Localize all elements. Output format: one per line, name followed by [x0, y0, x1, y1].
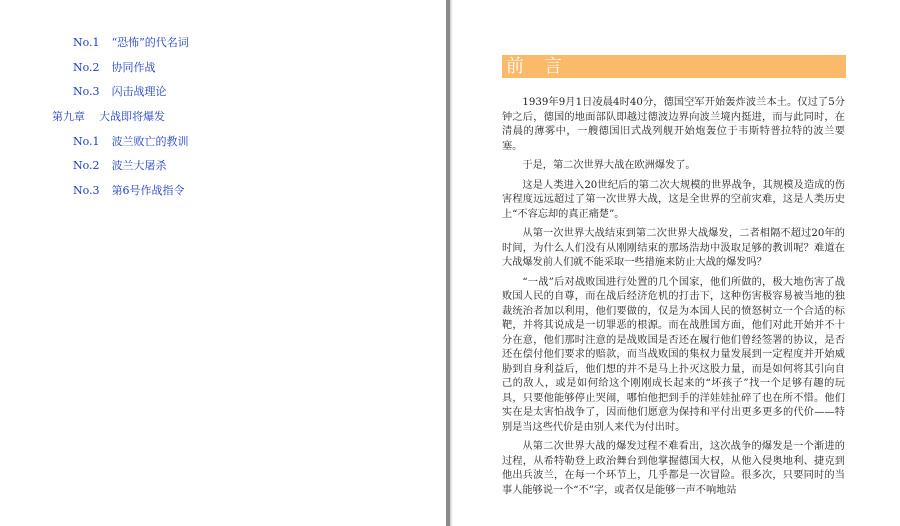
left-page-toc	[0, 0, 446, 526]
preface-heading: 前言	[506, 56, 582, 77]
toc-item[interactable]	[73, 182, 185, 198]
preface-heading-bar	[502, 55, 846, 78]
toc-item-number: No.3	[73, 85, 100, 98]
paragraph: 从第二次世界大战的爆发过程不难看出，这次战争的爆发是一个渐进的过程，从希特勒登上政治舞台到他掌握德国大权，从他入侵奥地利、捷克到他出兵波兰，在每一个环节上，几乎都是一次冒险。很多次，只要同时的当事人能够说一个“不”字，或者仅是能够一声不响地站	[502, 441, 845, 496]
toc-item[interactable]	[73, 133, 189, 149]
toc-item[interactable]	[73, 83, 167, 99]
toc-item-title: “恐怖”的代名词	[111, 36, 189, 49]
toc-item-title: 波兰败亡的教训	[111, 135, 189, 148]
right-page-preface	[453, 0, 900, 526]
toc-item-number: No.2	[73, 61, 100, 74]
paragraph: 从第一次世界大战结束到第二次世界大战爆发，二者相隔不超过20年的时间，为什么人们没有从刚刚结束的那场浩劫中汲取足够的教训呢？难道在大战爆发前人们就不能采取一些措施来防止大战的爆发吗？	[502, 228, 845, 268]
paragraph: 这是人类进入20世纪后的第二次大规模的世界战争，其规模及造成的伤害程度远远超过了第一次世界大战，这是全世界的空前灾难，这是人类历史上“不容忘却的真正痛楚”。	[502, 179, 845, 220]
paragraph: “一战”后对战败国进行处置的几个国家，他们所做的，极大地伤害了战败国人民的自尊，而在战后经济危机的打击下，这种伤害极容易被当地的独裁统治者加以利用，他们要做的，仅是为本国人民的愤怒树立一个合适的标靶，并将其说成是一切罪恶的根源。而在战胜国方面，他们对此开始并不十分在意，他们那时注意的是战败国是否还在履行他们曾经签署的协议，是否还在偿付他们要求的赔款，而当战败国的集权力量发展到一定程度并开始威胁到自身利益后，他们想的并不是马上扑灭这股力量，而是如何将其引向自己的敌人，或是如何给这个刚刚成长起来的“坏孩子”找一个足够有趣的玩具，只要他能够停止哭闹，哪怕他把到手的洋娃娃扯碎了也在所不惜。他们实在是太害怕战争了，因而他们愿意为保持和平付出更多更多的代价——特别是当这些代价是由别人来代为付出时。	[502, 276, 845, 433]
toc-item-title: 协同作战	[111, 61, 156, 74]
toc-chapter-item[interactable]	[52, 108, 165, 124]
preface-body	[502, 96, 845, 503]
toc-chapter-title: 大战即将爆发	[99, 110, 165, 123]
toc-item-number: No.1	[73, 135, 100, 148]
toc-item-number: No.2	[73, 159, 100, 172]
paragraph: 于是，第二次世界大战在欧洲爆发了。	[522, 160, 696, 171]
toc-item-title: 闪击战理论	[111, 85, 167, 98]
toc-item[interactable]	[73, 157, 167, 173]
paragraph: 1939年9月1日凌晨4时40分，德国空军开始轰炸波兰本土。仅过了5分钟之后，德国的地面部队即越过德波边界向波兰境内挺进，而与此同时，在清晨的薄雾中，一艘德国旧式战列舰开始炮轰位于韦斯特普拉特的波兰要塞。	[502, 97, 845, 152]
toc-item-number: No.3	[73, 184, 100, 197]
toc-item[interactable]	[73, 59, 156, 75]
toc-item[interactable]	[73, 34, 189, 50]
toc-item-title: 第6号作战指令	[111, 184, 185, 197]
toc-item-title: 波兰大屠杀	[111, 159, 167, 172]
toc-item-number: No.1	[73, 36, 100, 49]
toc-chapter-number: 第九章	[52, 110, 85, 123]
